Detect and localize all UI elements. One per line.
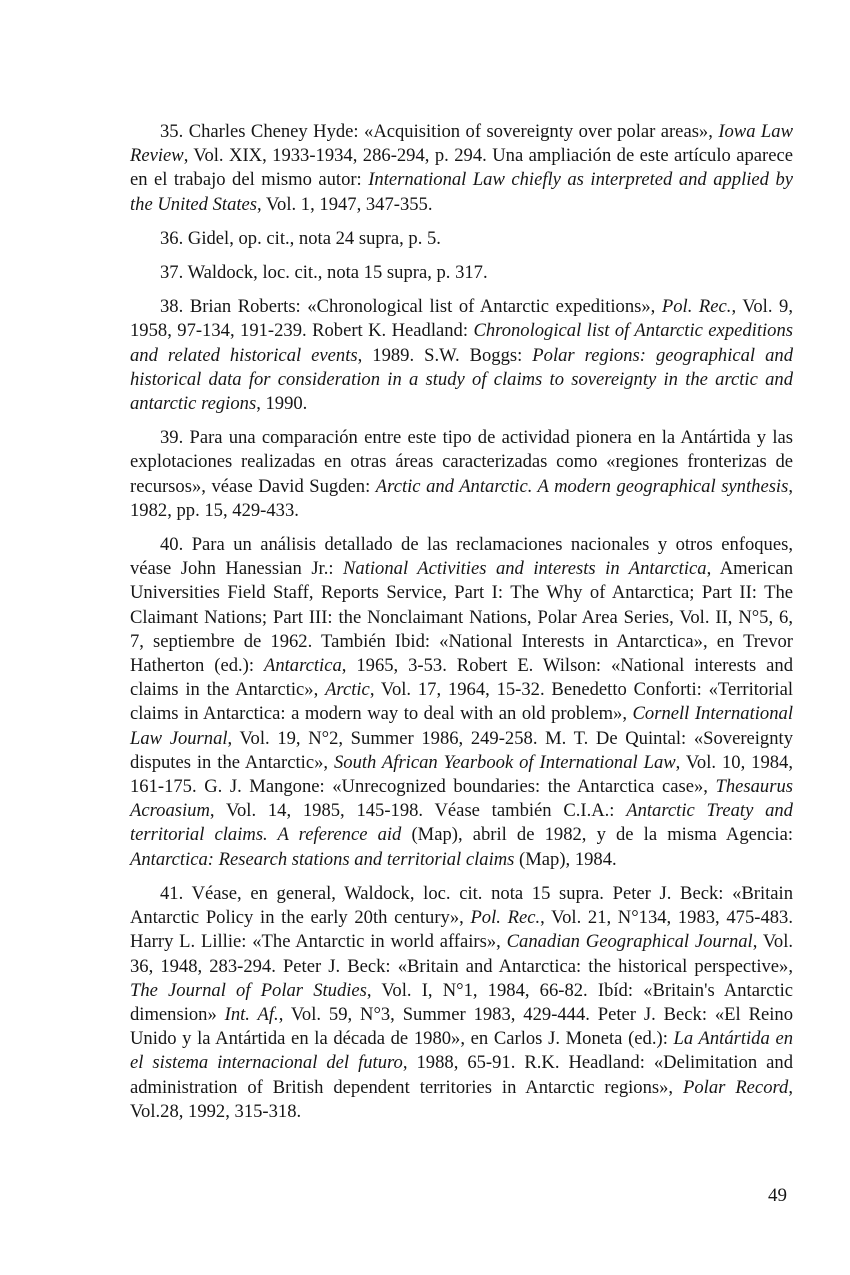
footnote-text: , 1990. xyxy=(256,393,308,415)
footnote-text: (Map), 1984. xyxy=(514,848,617,870)
footnote xyxy=(130,120,793,217)
footnote-text: , Vol. 9, 1958, 97-134, 191-239. Robert K. Headland: xyxy=(130,296,793,342)
footnote-text: , Vol. 19, N°2, Summer 1986, 249-258. M. T. De Quintal: «Sovereignty disputes in the Antarctic», xyxy=(130,727,793,773)
footnote xyxy=(130,261,793,285)
footnotes-section xyxy=(130,120,793,1124)
footnote-text: , Vol. 17, 1964, 15-32. Benedetto Conforti: «Territorial claims in Antarctica: a modern way to deal with an old problem», xyxy=(130,679,793,725)
footnote xyxy=(130,295,793,416)
footnote-number: 38. xyxy=(160,296,184,318)
footnote-number: 41. xyxy=(160,882,184,904)
footnote-text: Para un análisis detallado de las reclamaciones nacionales y otros enfoques, véase John Hanessian Jr.: xyxy=(130,534,793,580)
footnote-title-italic: Polar regions: geographical and historical data for consideration in a study of claims to sovereignty in the arctic and antarctic regions xyxy=(130,344,793,415)
footnote xyxy=(130,882,793,1124)
footnote-text: , American Universities Field Staff, Reports Service, Part I: The Why of Antarctica; Part II: The Claimant Nations; Part III: the Nonclaimant Nations, Polar Area Series, Vol. II, N°5, 6, 7, septiembre de 1962. También Ibid: «National Interests in Antarctica», en Trevor Hatherton (ed.): xyxy=(130,558,793,677)
footnote-text: , Vol. XIX, 1933-1934, 286-294, p. 294. Una ampliación de este artículo aparece en el trabajo del mismo autor: xyxy=(130,145,793,191)
footnote-text: , Vol. 36, 1948, 283-294. Peter J. Beck: «Britain and Antarctica: the historical perspective», xyxy=(130,931,794,977)
footnote-number: 40. xyxy=(160,534,184,556)
footnote-title-italic: Thesaurus Acroasium xyxy=(130,776,793,822)
footnote-title-italic: Antarctica: Research stations and territorial claims xyxy=(130,848,515,870)
footnote-title-italic: Cornell International Law Journal xyxy=(130,703,793,749)
footnote-title-italic: Pol. Rec. xyxy=(470,907,541,929)
page-number: 49 xyxy=(768,1185,787,1206)
footnote-title-italic: Canadian Geographical Journal xyxy=(506,931,753,953)
footnote xyxy=(130,426,793,523)
footnote-text: , Vol. I, N°1, 1984, 66-82. Ibíd: «Britain's Antarctic dimension» xyxy=(130,979,793,1025)
footnote-text: Gidel, op. cit., nota 24 supra, p. 5. xyxy=(187,227,441,249)
footnote-number: 36. xyxy=(160,227,184,249)
footnote-number: 35. xyxy=(160,121,184,142)
footnote-title-italic: National Activities and interests in Antarctica xyxy=(343,558,707,580)
footnote-title-italic: The Journal of Polar Studies xyxy=(130,979,367,1001)
footnote-number: 37. xyxy=(160,262,184,284)
footnote-text: , Vol. 10, 1984, 161-175. G. J. Mangone: «Unrecognized boundaries: the Antarctica case», xyxy=(130,751,793,798)
footnote-text: Charles Cheney Hyde: «Acquisition of sovereignty over polar areas», xyxy=(188,121,719,142)
footnote-text: , Vol. 21, N°134, 1983, 475-483. Harry L. Lillie: «The Antarctic in world affairs», xyxy=(130,907,793,953)
footnote-title-italic: South African Yearbook of International Law xyxy=(333,751,676,773)
footnote xyxy=(130,533,793,872)
footnote-text: , 1965, 3-53. Robert E. Wilson: «National interests and claims in the Antarctic», xyxy=(130,655,793,701)
footnote-text: , Vol. 14, 1985, 145-198. Véase también C.I.A.: xyxy=(209,800,627,822)
footnote-title-italic: Arctic and Antarctic. A modern geographical synthesis xyxy=(375,475,789,497)
footnote-title-italic: Antarctic Treaty and territorial claims. A reference aid xyxy=(130,800,793,846)
footnote-title-italic: Antarctica xyxy=(263,655,342,677)
footnote-title-italic: International Law chiefly as interpreted and applied by the United States xyxy=(130,169,793,215)
footnote-number: 39. xyxy=(160,427,184,449)
footnote-title-italic: Pol. Rec. xyxy=(661,296,732,318)
footnote-text: Brian Roberts: «Chronological list of Antarctic expeditions», xyxy=(189,296,662,318)
footnote-title-italic: Chronological list of Antarctic expeditions and related historical events xyxy=(130,320,793,366)
footnote-text: Para una comparación entre este tipo de actividad pionera en la Antártida y las explotaciones realizadas en otras áreas caracterizadas como «regiones fronterizas de recursos», véase David Sugden: xyxy=(130,427,793,497)
footnote-text: , 1982, pp. 15, 429-433. xyxy=(130,475,793,521)
footnote-text: Waldock, loc. cit., nota 15 supra, p. 317. xyxy=(187,262,488,284)
footnote xyxy=(130,227,793,251)
footnote-text: Véase, en general, Waldock, loc. cit. nota 15 supra. Peter J. Beck: «Britain Antarctic Policy in the early 20th century», xyxy=(130,882,794,929)
footnote-text: , 1988, 65-91. R.K. Headland: «Delimitation and administration of British dependent territories in Antarctic regions», xyxy=(130,1052,793,1098)
footnote-text: , 1989. S.W. Boggs: xyxy=(357,344,533,366)
footnote-title-italic: Arctic xyxy=(325,679,370,701)
footnote-title-italic: La Antártida en el sistema internacional del futuro xyxy=(130,1028,793,1074)
footnote-text: , Vol. 59, N°3, Summer 1983, 429-444. Peter J. Beck: «El Reino Unido y la Antártida en la década de 1980», en Carlos J. Moneta (ed.): xyxy=(130,1003,793,1050)
footnote-text: , Vol. 1, 1947, 347-355. xyxy=(257,193,433,215)
footnote-title-italic: Iowa Law Review xyxy=(130,121,793,167)
footnote-title-italic: Polar Record xyxy=(683,1076,789,1098)
footnote-text: (Map), abril de 1982, y de la misma Agencia: xyxy=(401,824,794,846)
footnote-text: , Vol.28, 1992, 315-318. xyxy=(130,1076,793,1122)
footnote-title-italic: Int. Af. xyxy=(224,1003,279,1025)
